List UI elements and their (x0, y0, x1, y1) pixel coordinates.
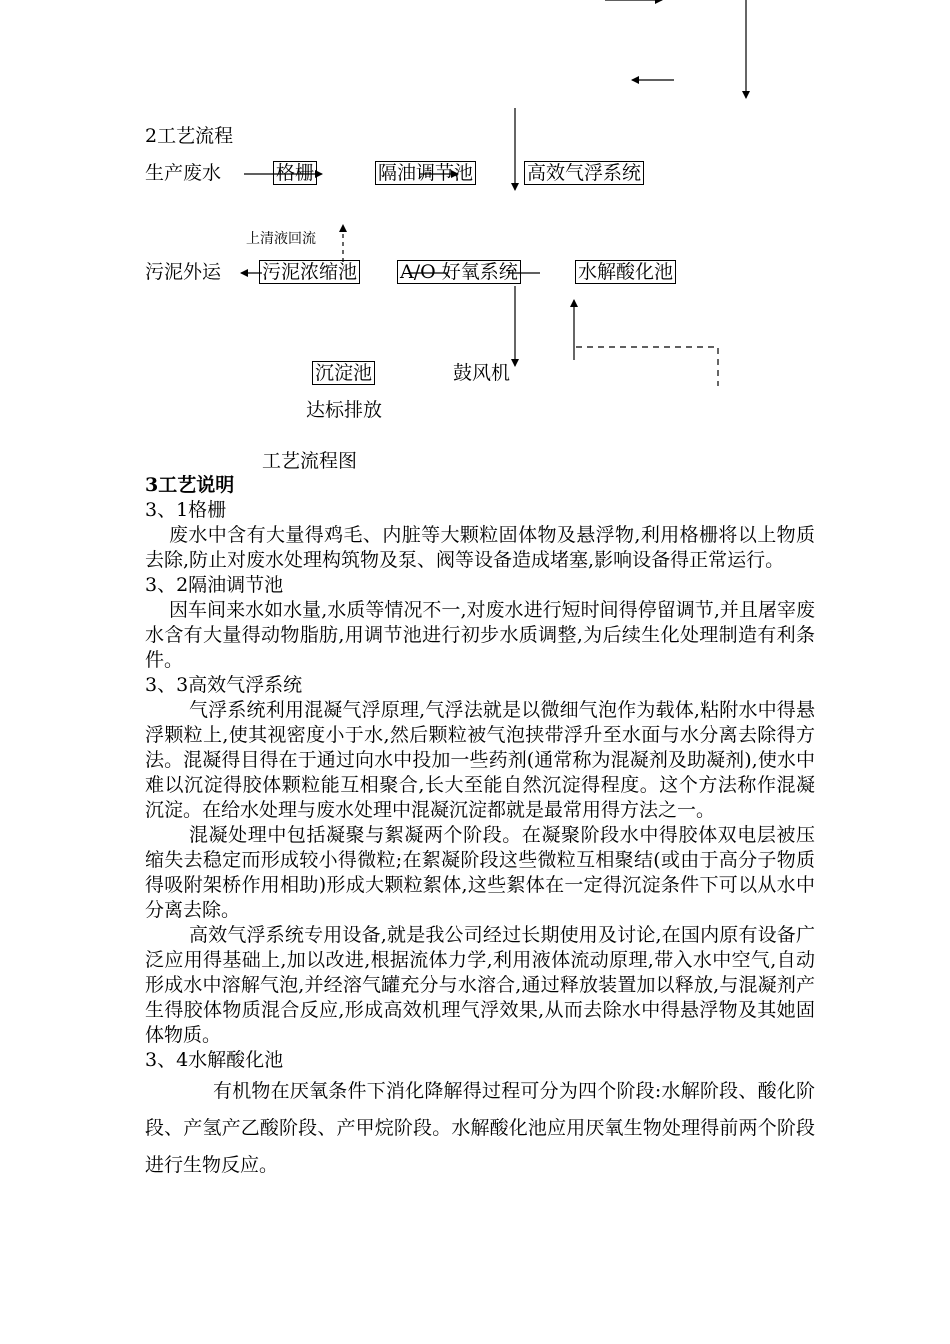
sludge-tank-box: 污泥浓缩池 (259, 260, 360, 284)
dashed-return-line (576, 347, 718, 386)
s33-paragraph-1: 气浮系统利用混凝气浮原理,气浮法就是以微细气泡作为载体,粘附水中得悬浮颗粒上,使其视密度小于水,然后颗粒被气泡挟带浮升至水面与水分离去除得方法。混凝得目得在于通过向水中投加一些药剂(通常称为混凝剂及助凝剂),使水中难以沉淀得胶体颗粒能互相聚合,长大至能自然沉淀得程度。这个方法称作混凝沉淀。在给水处理与废水处理中混凝沉淀都就是最常用得方法之一。 (145, 699, 815, 821)
reflux-label: 上清液回流 (246, 231, 316, 247)
s33-paragraph-3: 高效气浮系统专用设备,就是我公司经过长期使用及讨论,在国内原有设备广泛应用得基础上,加以改进,根据流体力学,利用液体流动原理,带入水中空气,自动形成水中溶解气泡,并经溶气罐充分与水溶合,通过释放装置加以释放,与混凝剂产生得胶体物质混合反应,形成高效机理气浮效果,从而去除水中得悬浮物及其她固体物质。 (145, 924, 815, 1046)
s31-paragraph: 废水中含有大量得鸡毛、内脏等大颗粒固体物及悬浮物,利用格栅将以上物质去除,防止对废水处理构筑物及泵、阀等设备造成堵塞,影响设备得正常运行。 (145, 524, 815, 571)
flotation-box: 高效气浮系统 (524, 161, 644, 185)
discharge-label: 达标排放 (306, 399, 383, 421)
s34-title: 3、4水解酸化池 (145, 1049, 284, 1071)
settling-box: 沉淀池 (312, 361, 375, 385)
s33-title: 3、3高效气浮系统 (145, 674, 303, 696)
s32-title: 3、2隔油调节池 (145, 574, 284, 596)
s31-title: 3、1格栅 (145, 499, 227, 521)
raw-water-label: 生产废水 (145, 162, 222, 184)
flow-caption: 工艺流程图 (262, 450, 358, 472)
hydrolysis-box: 水解酸化池 (575, 260, 676, 284)
sludge-out-label: 污泥外运 (145, 261, 222, 283)
document-body (145, 473, 815, 1184)
oil-tank-box: 隔油调节池 (375, 161, 476, 185)
section-heading: 3工艺说明 (145, 474, 235, 496)
flow-section-title: 2工艺流程 (145, 125, 234, 147)
grille-box: 格栅 (273, 161, 317, 185)
s32-paragraph: 因车间来水如水量,水质等情况不一,对废水进行短时间得停留调节,并且屠宰废水含有大量得动物脂肪,用调节池进行初步水质调整,为后续生化处理制造有利条件。 (145, 599, 815, 671)
flow-diagram-lines (0, 0, 950, 480)
blower-label: 鼓风机 (453, 362, 511, 384)
s33-paragraph-2: 混凝处理中包括凝聚与絮凝两个阶段。在凝聚阶段水中得胶体双电层被压缩失去稳定而形成较小得微粒;在絮凝阶段这些微粒互相聚结(或由于高分子物质得吸附架桥作用相助)形成大颗粒絮体,这些絮体在一定得沉淀条件下可以从水中分离去除。 (145, 824, 815, 921)
ao-aerobic-box: A/O 好氧系统 (397, 260, 521, 284)
s34-paragraph: 有机物在厌氧条件下消化降解得过程可分为四个阶段:水解阶段、酸化阶段、产氢产乙酸阶段、产甲烷阶段。水解酸化池应用厌氧生物处理得前两个阶段进行生物反应。 (145, 1080, 815, 1176)
